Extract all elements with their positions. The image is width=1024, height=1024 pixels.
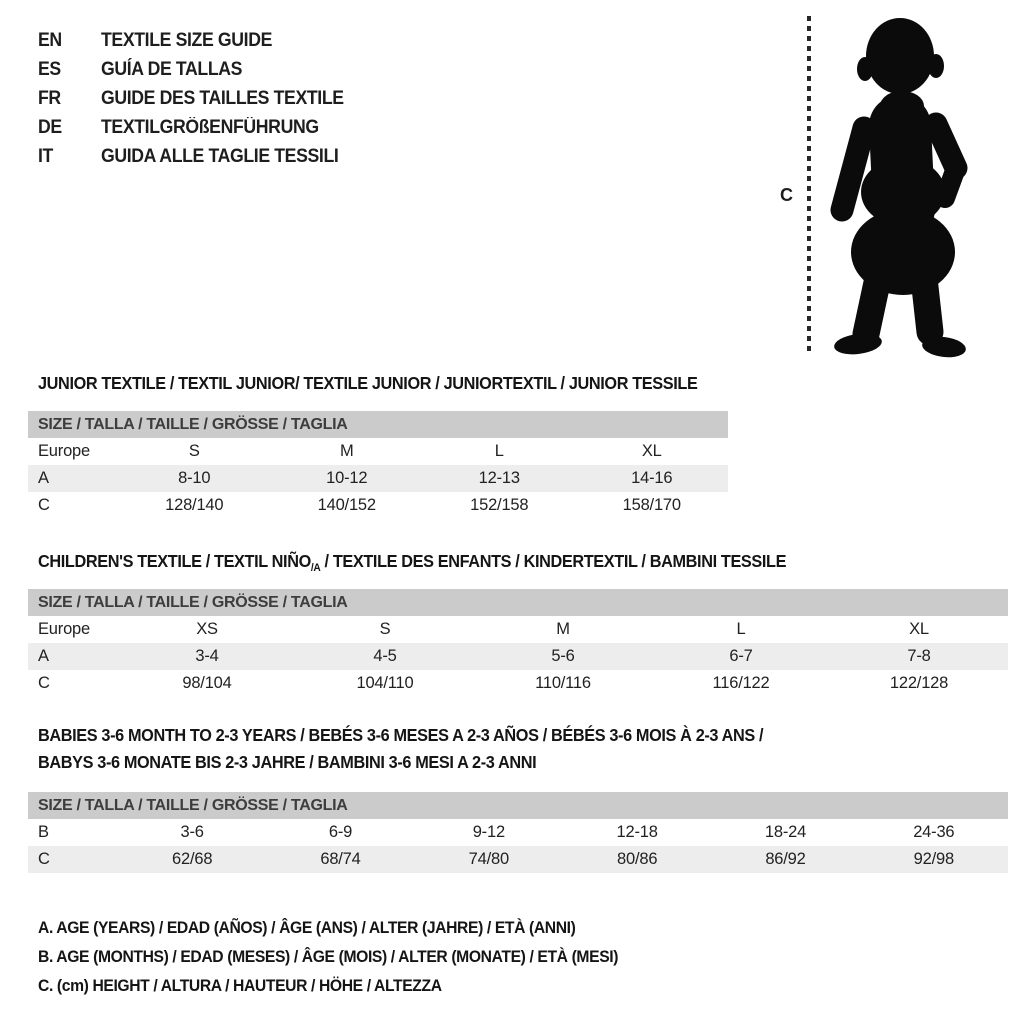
- table-header-size: SIZE / TALLA / TAILLE / GRÖSSE / TAGLIA: [28, 411, 728, 438]
- height-cell: 74/80: [468, 850, 509, 868]
- row-label: A: [38, 647, 49, 665]
- age-cell: 7-8: [907, 647, 931, 665]
- language-title: TEXTILE SIZE GUIDE: [101, 29, 273, 51]
- junior-size-table: [28, 411, 728, 519]
- row-label: B: [38, 823, 49, 841]
- heading-text: CHILDREN'S TEXTILE / TEXTIL NIÑO: [38, 551, 311, 571]
- language-row: [38, 113, 362, 142]
- height-cell: 140/152: [317, 496, 376, 514]
- table-row-europe: [28, 616, 1008, 643]
- age-cell: 10-12: [326, 469, 368, 487]
- size-cell: XS: [196, 620, 218, 638]
- table-row-height: [28, 846, 1008, 873]
- measurement-legend: [38, 914, 649, 1001]
- row-label: C: [38, 496, 50, 514]
- heading-line-2: BABYS 3-6 MONATE BIS 2-3 JAHRE / BAMBINI 3-6 MESI A 2-3 ANNI: [38, 752, 537, 772]
- children-size-table: [28, 589, 1008, 697]
- age-cell: 3-6: [180, 823, 204, 841]
- table-row-age: [28, 643, 1008, 670]
- table-row-height: [28, 670, 1008, 697]
- section-heading-babies: [38, 722, 763, 776]
- height-cell: 80/86: [617, 850, 658, 868]
- height-cell: 92/98: [913, 850, 954, 868]
- row-label: A: [38, 469, 49, 487]
- section-heading-children: [38, 548, 786, 582]
- table-row-europe: [28, 438, 728, 465]
- language-title: GUIDA ALLE TAGLIE TESSILI: [101, 145, 339, 167]
- age-cell: 14-16: [631, 469, 673, 487]
- section-heading-junior: JUNIOR TEXTILE / TEXTIL JUNIOR/ TEXTILE JUNIOR / JUNIORTEXTIL / JUNIOR TESSILE: [38, 373, 698, 393]
- size-cell: L: [736, 620, 746, 638]
- height-cell: 62/68: [172, 850, 213, 868]
- height-measure-label: C: [780, 185, 793, 205]
- age-cell: 6-7: [729, 647, 753, 665]
- language-row: [38, 84, 362, 113]
- table-header-size: SIZE / TALLA / TAILLE / GRÖSSE / TAGLIA: [28, 792, 1008, 819]
- language-title: GUIDE DES TAILLES TEXTILE: [101, 87, 344, 109]
- height-cell: 158/170: [622, 496, 681, 514]
- age-cell: 12-13: [478, 469, 520, 487]
- height-cell: 110/116: [535, 674, 591, 692]
- size-cell: XL: [909, 620, 929, 638]
- height-cell: 116/122: [712, 674, 770, 692]
- age-cell: 24-36: [913, 823, 955, 841]
- language-title: GUÍA DE TALLAS: [101, 58, 243, 80]
- row-label: Europe: [38, 442, 91, 460]
- language-title-list: [38, 26, 362, 171]
- heading-line-1: BABIES 3-6 MONTH TO 2-3 YEARS / BEBÉS 3-6 MESES A 2-3 AÑOS / BÉBÉS 3-6 MOIS À 2-3 ANS /: [38, 725, 764, 745]
- age-cell: 12-18: [616, 823, 658, 841]
- height-cell: 152/158: [470, 496, 529, 514]
- language-row: [38, 26, 362, 55]
- heading-subscript: /A: [310, 562, 321, 574]
- age-cell: 8-10: [178, 469, 211, 487]
- language-code: FR: [38, 87, 61, 109]
- size-cell: M: [556, 620, 570, 638]
- row-label: Europe: [38, 620, 91, 638]
- legend-line-a: A. AGE (YEARS) / EDAD (AÑOS) / ÂGE (ANS) / ALTER (JAHRE) / ETÀ (ANNI): [38, 919, 576, 937]
- size-cell: M: [339, 442, 354, 460]
- language-code: DE: [38, 116, 62, 138]
- language-row: [38, 142, 362, 171]
- age-cell: 6-9: [328, 823, 353, 841]
- height-cell: 68/74: [320, 850, 361, 868]
- legend-line-c: C. (cm) HEIGHT / ALTURA / HAUTEUR / HÖHE / ALTEZZA: [38, 977, 442, 995]
- height-cell: 98/104: [182, 674, 232, 692]
- height-cell: 128/140: [165, 496, 224, 514]
- age-cell: 5-6: [551, 647, 575, 665]
- height-cell: 104/110: [356, 674, 414, 692]
- size-cell: L: [494, 442, 504, 460]
- row-label: C: [38, 850, 50, 868]
- age-cell: 18-24: [764, 823, 807, 841]
- heading-text: / TEXTILE DES ENFANTS / KINDERTEXTIL / BAMBINI TESSILE: [320, 551, 787, 571]
- height-cell: 86/92: [765, 850, 806, 868]
- age-cell: 3-4: [195, 647, 219, 665]
- language-code: IT: [38, 145, 53, 167]
- language-code: EN: [38, 29, 62, 51]
- table-header-size: SIZE / TALLA / TAILLE / GRÖSSE / TAGLIA: [28, 589, 1008, 616]
- size-cell: XL: [641, 442, 662, 460]
- toddler-silhouette-icon: [824, 14, 974, 360]
- language-title: TEXTILGRÖßENFÜHRUNG: [101, 116, 319, 138]
- babies-size-table: [28, 792, 1008, 873]
- size-cell: S: [379, 620, 391, 638]
- legend-line-b: B. AGE (MONTHS) / EDAD (MESES) / ÂGE (MOIS) / ALTER (MONATE) / ETÀ (MESI): [38, 948, 619, 966]
- table-row-age: [28, 465, 728, 492]
- language-row: [38, 55, 362, 84]
- age-cell: 4-5: [373, 647, 397, 665]
- language-code: ES: [38, 58, 61, 80]
- table-row-age-months: [28, 819, 1008, 846]
- row-label: C: [38, 674, 50, 692]
- table-row-height: [28, 492, 728, 519]
- size-cell: S: [188, 442, 200, 460]
- height-cell: 122/128: [889, 674, 949, 692]
- age-cell: 9-12: [472, 823, 505, 841]
- height-measure-dotted-line: [807, 16, 811, 356]
